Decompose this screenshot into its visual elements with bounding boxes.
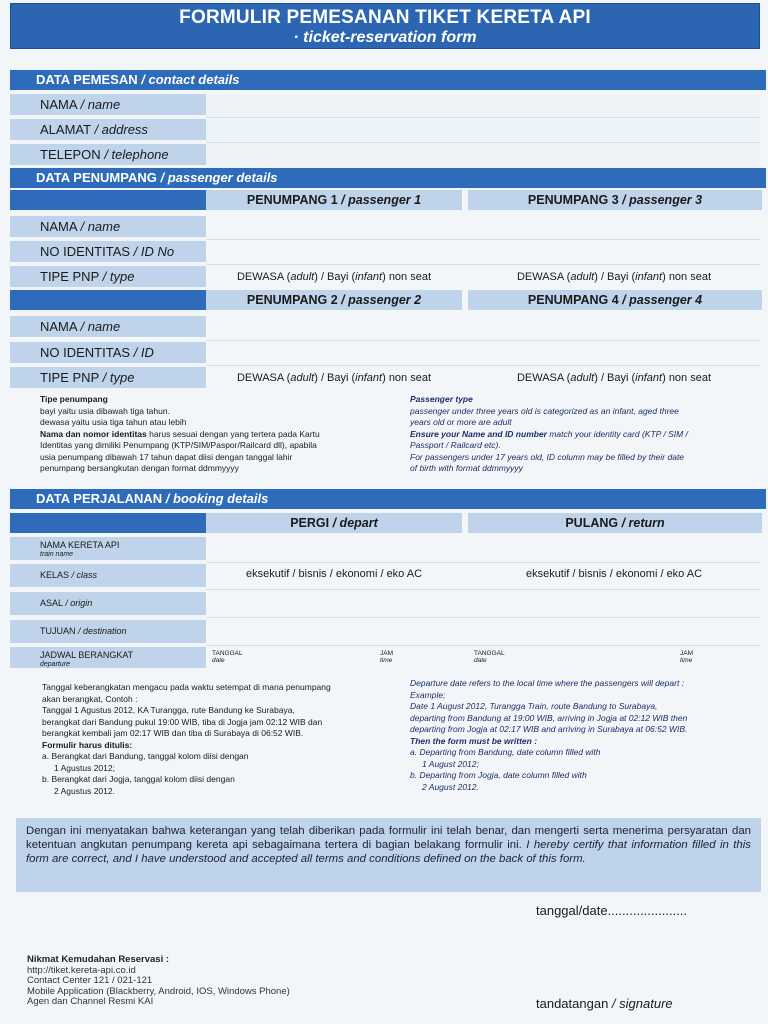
train-name-label: NAMA KERETA API train name [10,537,206,560]
passenger-type-label: TIPE PNP / type [10,367,206,388]
return-header: PULANG / return [468,513,762,533]
passenger-3-type-option[interactable]: DEWASA (adult) / Bayi (infant) non seat [516,271,712,283]
return-destination-field[interactable] [468,620,760,643]
contact-telephone-field[interactable] [206,144,760,165]
passenger-1-type-option[interactable]: DEWASA (adult) / Bayi (infant) non seat [236,271,432,283]
depart-destination-field[interactable] [206,620,462,643]
depart-date-field[interactable] [240,647,375,668]
field-divider [206,340,760,341]
origin-label: ASAL / origin [10,592,206,615]
passenger-1-header: PENUMPANG 1 / passenger 1 [206,190,462,210]
passenger-notes-en: Passenger type passenger under three years old is categorized as an infant, aged three years old or more are adult Ensure your Name and ID number match your identity card (KTP / SIM / Passport / Railcard etc). For passengers under 17 years old, ID column may be filled by their date of birth with format ddmmyyyy [410,394,688,473]
passenger-notes-id: Tipe penumpang bayi yaitu usia dibawah tiga tahun. dewasa yaitu usia tiga tahun atau lebih Nama dan nomor identitas harus sesuai dengan yang tertera pada Kartu Identitas yang dimiliki Penumpang (KTP/SIM/Paspor/Railcard dll), apabila usia penumpang dibawah 17 tahun dapat diisi dengan tanggal lahir penumpang bersangkutan dengan format ddmmyyyy [40,394,320,473]
class-label: KELAS / class [10,564,206,587]
destination-label: TUJUAN / destination [10,620,206,643]
date-line[interactable]: tanggal/date...................... [536,903,688,918]
field-divider [206,562,760,563]
field-divider [206,117,760,118]
booking-notes-en: Departure date refers to the local time where the passengers will depart : Example; Date 1 August 2012, Turangga Train, route Bandung to Surabaya, departing from Bandung at 19:00 WIB, arriving in Jogja at 02:12 WIB then departing from Jogja at 02:17 WIB and arriving in Surabaya at 06:52 WIB. Then the form must be written : a. Departing from Bandung, date column filled with 1 August 2012; b. Departing from Jogja, date column filled with 2 August 2012. [410,678,688,792]
passenger-name-label: NAMA / name [10,216,206,237]
contact-name-field[interactable] [206,94,760,115]
field-divider [206,239,760,240]
footer-mobile-app: Mobile Application (Blackberry, Android, IOS, Windows Phone) [27,985,290,997]
passenger-4-id-field[interactable] [468,342,760,363]
contact-address-field[interactable] [206,119,760,140]
depart-time-caption: JAM time [380,650,393,664]
return-date-field[interactable] [502,647,672,668]
passenger-header-bar [10,190,206,210]
contact-address-label: ALAMAT / address [10,119,206,140]
passenger-2-header: PENUMPANG 2 / passenger 2 [206,290,462,310]
passenger-name-label: NAMA / name [10,316,206,337]
passenger-4-type-option[interactable]: DEWASA (adult) / Bayi (infant) non seat [516,372,712,384]
depart-train-name-field[interactable] [206,537,462,560]
certification-statement: Dengan ini menyatakan bahwa keterangan yang telah diberikan pada formulir ini telah benar, dan mengerti serta menerima persyaratan dan ketentuan angkutan penumpang kereta api sebagaimana tertera di bagian belakang formulir ini. I hereby certify that information filled in this form are correct, and I have understood and accepted all terms and conditions defined on the back of this form. [16,818,761,892]
form-subtitle: · ticket-reservation form [293,29,477,46]
footer-agents: Agen dan Channel Resmi KAI [27,996,154,1007]
passenger-2-name-field[interactable] [206,316,462,337]
passenger-2-type-option[interactable]: DEWASA (adult) / Bayi (infant) non seat [236,372,432,384]
contact-telephone-label: TELEPON / telephone [10,144,206,165]
passenger-1-name-field[interactable] [206,216,462,237]
signature-line[interactable]: tandatangan / signature [536,996,673,1011]
depart-class-option[interactable]: eksekutif / bisnis / ekonomi / eko AC [245,568,423,580]
section-passenger-details: DATA PENUMPANG / passenger details [10,168,766,188]
return-class-option[interactable]: eksekutif / bisnis / ekonomi / eko AC [525,568,703,580]
return-date-caption: TANGGAL date [474,650,505,664]
return-origin-field[interactable] [468,592,760,615]
return-time-field[interactable] [698,647,760,668]
return-train-name-field[interactable] [468,537,760,560]
depart-origin-field[interactable] [206,592,462,615]
passenger-2-id-field[interactable] [206,342,462,363]
passenger-3-header: PENUMPANG 3 / passenger 3 [468,190,762,210]
field-divider [206,617,760,618]
footer-title: Nikmat Kemudahan Reservasi : [27,954,170,965]
section-booking-details: DATA PERJALANAN / booking details [10,489,766,509]
form-title-banner [10,3,760,49]
passenger-4-name-field[interactable] [468,316,760,337]
contact-name-label: NAMA / name [10,94,206,115]
footer-contact-center: Contact Center 121 / 021-121 [27,975,153,986]
departure-schedule-label: JADWAL BERANGKAT departure [10,647,206,668]
footer-website-link[interactable]: http://tiket.kereta-api.co.id [27,964,136,976]
passenger-3-name-field[interactable] [468,216,760,237]
passenger-4-header: PENUMPANG 4 / passenger 4 [468,290,762,310]
section-contact-details: DATA PEMESAN / contact details [10,70,766,90]
form-title: FORMULIR PEMESANAN TIKET KERETA API [179,7,591,28]
depart-header: PERGI / depart [206,513,462,533]
passenger-type-label: TIPE PNP / type [10,266,206,287]
footer-contact-info [27,955,367,1008]
booking-notes-id: Tanggal keberangkatan mengacu pada waktu setempat di mana penumpang akan berangkat, Contoh : Tanggal 1 Agustus 2012, KA Turangga, rute Bandung ke Surabaya, berangkat dari Bandung pukul 19:00 WIB, tiba di Jogja jam 02:12 WIB dan berangkat kembali jam 02:17 WIB dan tiba di Surabaya di 06:52 WIB. Formulir harus ditulis: a. Berangkat dari Bandung, tanggal kolom diisi dengan 1 Agustus 2012; b. Berangkat dari Jogja, tanggal kolom diisi dengan 2 Agustus 2012. [42,682,331,796]
field-divider [206,142,760,143]
field-divider [206,264,760,265]
booking-header-bar [10,513,206,533]
passenger-1-id-field[interactable] [206,241,462,262]
depart-time-field[interactable] [398,647,462,668]
field-divider [206,589,760,590]
field-divider [206,645,760,646]
return-time-caption: JAM time [680,650,693,664]
passenger-id-label: NO IDENTITAS / ID No [10,241,206,262]
passenger-id-label: NO IDENTITAS / ID [10,342,206,363]
field-divider [206,365,760,366]
depart-date-caption: TANGGAL date [212,650,243,664]
passenger-header-bar [10,290,206,310]
passenger-3-id-field[interactable] [468,241,760,262]
